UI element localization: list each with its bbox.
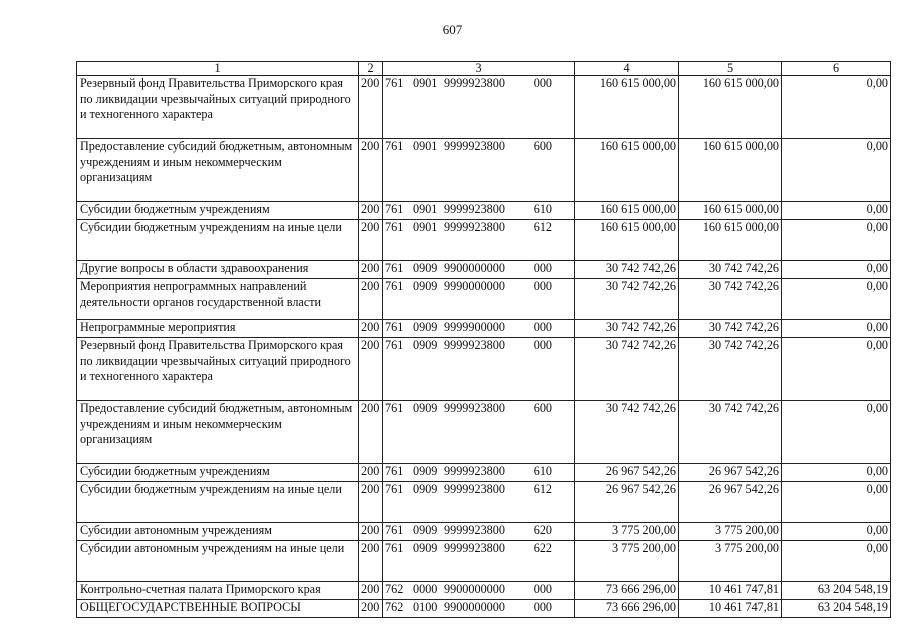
row-code-2: 761 bbox=[385, 220, 404, 234]
row-value-5: 26 967 542,26 bbox=[679, 482, 782, 523]
row-code-4: 9999923800 bbox=[444, 464, 505, 478]
row-code-1: 200 bbox=[359, 261, 383, 279]
row-code-4: 9999923800 bbox=[444, 139, 505, 153]
row-value-4: 26 967 542,26 bbox=[575, 464, 679, 482]
table-row bbox=[77, 139, 891, 202]
row-value-6: 0,00 bbox=[782, 202, 891, 220]
row-value-6: 0,00 bbox=[782, 320, 891, 338]
row-value-5: 3 775 200,00 bbox=[679, 523, 782, 541]
table-row bbox=[77, 523, 891, 541]
row-name: ОБЩЕГОСУДАРСТВЕННЫЕ ВОПРОСЫ bbox=[77, 600, 359, 618]
row-code-4: 9900000000 bbox=[444, 600, 505, 614]
row-value-5: 30 742 742,26 bbox=[679, 401, 782, 464]
row-code-group bbox=[383, 279, 575, 320]
row-code-5: 600 bbox=[533, 401, 552, 415]
row-value-6: 0,00 bbox=[782, 338, 891, 401]
table-row bbox=[77, 279, 891, 320]
row-code-3: 0901 bbox=[413, 139, 438, 153]
row-code-2: 761 bbox=[385, 541, 404, 555]
row-code-3: 0909 bbox=[413, 523, 438, 537]
row-value-4: 73 666 296,00 bbox=[575, 582, 679, 600]
row-code-5: 000 bbox=[533, 76, 552, 90]
row-name: Субсидии бюджетным учреждениям на иные цели bbox=[77, 220, 359, 261]
row-value-6: 0,00 bbox=[782, 261, 891, 279]
row-code-group bbox=[383, 541, 575, 582]
row-code-5: 000 bbox=[533, 279, 552, 293]
row-code-3: 0909 bbox=[413, 541, 438, 555]
table-row bbox=[77, 76, 891, 139]
row-name: Субсидии бюджетным учреждениям на иные цели bbox=[77, 482, 359, 523]
row-name: Предоставление субсидий бюджетным, автономным учреждениям и иным некоммерческим организациям bbox=[77, 401, 359, 464]
row-value-6: 0,00 bbox=[782, 220, 891, 261]
row-name: Резервный фонд Правительства Приморского края по ликвидации чрезвычайных ситуаций природного и техногенного характера bbox=[77, 76, 359, 139]
row-value-4: 73 666 296,00 bbox=[575, 600, 679, 618]
page-number: 607 bbox=[442, 22, 463, 37]
table-row bbox=[77, 261, 891, 279]
row-code-4: 9900000000 bbox=[444, 582, 505, 596]
row-code-2: 761 bbox=[385, 279, 404, 293]
row-value-6: 0,00 bbox=[782, 464, 891, 482]
row-code-1: 200 bbox=[359, 582, 383, 600]
row-code-3: 0901 bbox=[413, 220, 438, 234]
table-row bbox=[77, 482, 891, 523]
row-code-2: 761 bbox=[385, 139, 404, 153]
row-code-5: 600 bbox=[533, 139, 552, 153]
row-value-5: 10 461 747,81 bbox=[679, 600, 782, 618]
row-value-4: 3 775 200,00 bbox=[575, 523, 679, 541]
row-name: Субсидии бюджетным учреждениям bbox=[77, 464, 359, 482]
row-name: Мероприятия непрограммных направлений деятельности органов государственной власти bbox=[77, 279, 359, 320]
row-code-2: 761 bbox=[385, 338, 404, 352]
row-code-2: 761 bbox=[385, 523, 404, 537]
row-code-4: 9999923800 bbox=[444, 541, 505, 555]
table-row bbox=[77, 600, 891, 618]
row-code-5: 622 bbox=[533, 541, 552, 555]
row-value-4: 30 742 742,26 bbox=[575, 320, 679, 338]
row-code-4: 9900000000 bbox=[444, 261, 505, 275]
row-value-4: 30 742 742,26 bbox=[575, 401, 679, 464]
row-name: Субсидии автономным учреждениям на иные цели bbox=[77, 541, 359, 582]
row-code-2: 762 bbox=[385, 600, 404, 614]
row-value-4: 160 615 000,00 bbox=[575, 202, 679, 220]
row-value-6: 0,00 bbox=[782, 76, 891, 139]
row-code-1: 200 bbox=[359, 600, 383, 618]
row-code-group bbox=[383, 482, 575, 523]
row-name: Предоставление субсидий бюджетным, автономным учреждениям и иным некоммерческим организациям bbox=[77, 139, 359, 202]
row-value-4: 30 742 742,26 bbox=[575, 279, 679, 320]
row-code-group bbox=[383, 600, 575, 618]
row-code-2: 761 bbox=[385, 320, 404, 334]
row-code-group bbox=[383, 202, 575, 220]
row-name: Субсидии автономным учреждениям bbox=[77, 523, 359, 541]
row-code-5: 000 bbox=[533, 320, 552, 334]
table-row bbox=[77, 338, 891, 401]
table-row bbox=[77, 464, 891, 482]
row-code-4: 9999923800 bbox=[444, 401, 505, 415]
row-value-6: 0,00 bbox=[782, 523, 891, 541]
column-header-5: 5 bbox=[679, 62, 782, 76]
row-code-group bbox=[383, 401, 575, 464]
row-name: Резервный фонд Правительства Приморского края по ликвидации чрезвычайных ситуаций природного и техногенного характера bbox=[77, 338, 359, 401]
table-row bbox=[77, 320, 891, 338]
row-value-5: 30 742 742,26 bbox=[679, 338, 782, 401]
row-value-5: 160 615 000,00 bbox=[679, 220, 782, 261]
column-header-3: 3 bbox=[383, 62, 575, 76]
row-code-3: 0909 bbox=[413, 279, 438, 293]
row-code-2: 761 bbox=[385, 482, 404, 496]
row-value-4: 160 615 000,00 bbox=[575, 76, 679, 139]
row-code-1: 200 bbox=[359, 523, 383, 541]
row-code-4: 9999923800 bbox=[444, 338, 505, 352]
row-code-2: 761 bbox=[385, 401, 404, 415]
budget-table bbox=[76, 61, 891, 618]
table-body bbox=[77, 76, 891, 618]
row-code-5: 612 bbox=[533, 220, 552, 234]
row-code-5: 612 bbox=[533, 482, 552, 496]
row-code-2: 761 bbox=[385, 261, 404, 275]
row-value-4: 30 742 742,26 bbox=[575, 338, 679, 401]
row-value-5: 26 967 542,26 bbox=[679, 464, 782, 482]
row-name: Другие вопросы в области здравоохранения bbox=[77, 261, 359, 279]
column-header-6: 6 bbox=[782, 62, 891, 76]
row-code-5: 000 bbox=[533, 261, 552, 275]
table-row bbox=[77, 582, 891, 600]
row-name: Контрольно-счетная палата Приморского края bbox=[77, 582, 359, 600]
row-code-4: 9999923800 bbox=[444, 202, 505, 216]
row-code-1: 200 bbox=[359, 202, 383, 220]
row-code-4: 9999923800 bbox=[444, 76, 505, 90]
row-value-6: 0,00 bbox=[782, 279, 891, 320]
row-code-3: 0100 bbox=[413, 600, 438, 614]
row-code-group bbox=[383, 139, 575, 202]
row-code-2: 761 bbox=[385, 76, 404, 90]
row-code-1: 200 bbox=[359, 401, 383, 464]
row-value-5: 10 461 747,81 bbox=[679, 582, 782, 600]
row-value-5: 30 742 742,26 bbox=[679, 279, 782, 320]
row-code-group bbox=[383, 523, 575, 541]
row-value-4: 30 742 742,26 bbox=[575, 261, 679, 279]
row-code-4: 9999923800 bbox=[444, 523, 505, 537]
row-code-4: 9990000000 bbox=[444, 279, 505, 293]
row-code-group bbox=[383, 464, 575, 482]
row-code-2: 761 bbox=[385, 202, 404, 216]
row-code-group bbox=[383, 261, 575, 279]
row-code-3: 0000 bbox=[413, 582, 438, 596]
row-code-1: 200 bbox=[359, 320, 383, 338]
table-row bbox=[77, 401, 891, 464]
row-value-4: 160 615 000,00 bbox=[575, 220, 679, 261]
column-header-4: 4 bbox=[575, 62, 679, 76]
row-value-6: 0,00 bbox=[782, 482, 891, 523]
row-code-3: 0901 bbox=[413, 76, 438, 90]
row-code-group bbox=[383, 320, 575, 338]
table-row bbox=[77, 202, 891, 220]
row-code-1: 200 bbox=[359, 464, 383, 482]
row-value-6: 63 204 548,19 bbox=[782, 600, 891, 618]
row-code-5: 000 bbox=[533, 338, 552, 352]
row-code-1: 200 bbox=[359, 338, 383, 401]
table-row bbox=[77, 541, 891, 582]
row-value-6: 0,00 bbox=[782, 139, 891, 202]
row-name: Субсидии бюджетным учреждениям bbox=[77, 202, 359, 220]
row-code-3: 0909 bbox=[413, 261, 438, 275]
row-code-2: 761 bbox=[385, 464, 404, 478]
row-code-4: 9999900000 bbox=[444, 320, 505, 334]
row-value-5: 160 615 000,00 bbox=[679, 202, 782, 220]
row-code-3: 0909 bbox=[413, 401, 438, 415]
row-code-group bbox=[383, 582, 575, 600]
row-value-6: 63 204 548,19 bbox=[782, 582, 891, 600]
row-code-1: 200 bbox=[359, 220, 383, 261]
row-code-1: 200 bbox=[359, 139, 383, 202]
row-value-5: 3 775 200,00 bbox=[679, 541, 782, 582]
row-code-5: 000 bbox=[533, 582, 552, 596]
row-code-5: 610 bbox=[533, 202, 552, 216]
row-value-4: 160 615 000,00 bbox=[575, 139, 679, 202]
row-code-1: 200 bbox=[359, 541, 383, 582]
row-code-5: 000 bbox=[533, 600, 552, 614]
row-code-3: 0909 bbox=[413, 320, 438, 334]
row-value-4: 3 775 200,00 bbox=[575, 541, 679, 582]
column-header-1: 1 bbox=[77, 62, 359, 76]
row-code-4: 9999923800 bbox=[444, 482, 505, 496]
row-value-6: 0,00 bbox=[782, 401, 891, 464]
row-value-4: 26 967 542,26 bbox=[575, 482, 679, 523]
row-code-3: 0901 bbox=[413, 202, 438, 216]
row-value-6: 0,00 bbox=[782, 541, 891, 582]
row-code-2: 762 bbox=[385, 582, 404, 596]
row-code-5: 610 bbox=[533, 464, 552, 478]
row-code-group bbox=[383, 338, 575, 401]
row-name: Непрограммные мероприятия bbox=[77, 320, 359, 338]
row-code-1: 200 bbox=[359, 76, 383, 139]
row-value-5: 160 615 000,00 bbox=[679, 139, 782, 202]
row-code-5: 620 bbox=[533, 523, 552, 537]
row-code-3: 0909 bbox=[413, 464, 438, 478]
table-row bbox=[77, 220, 891, 261]
table-header-row bbox=[77, 62, 891, 76]
row-code-3: 0909 bbox=[413, 482, 438, 496]
row-code-1: 200 bbox=[359, 279, 383, 320]
row-value-5: 160 615 000,00 bbox=[679, 76, 782, 139]
row-code-group bbox=[383, 76, 575, 139]
row-code-3: 0909 bbox=[413, 338, 438, 352]
row-value-5: 30 742 742,26 bbox=[679, 320, 782, 338]
row-code-4: 9999923800 bbox=[444, 220, 505, 234]
row-code-1: 200 bbox=[359, 482, 383, 523]
row-value-5: 30 742 742,26 bbox=[679, 261, 782, 279]
column-header-2: 2 bbox=[359, 62, 383, 76]
row-code-group bbox=[383, 220, 575, 261]
